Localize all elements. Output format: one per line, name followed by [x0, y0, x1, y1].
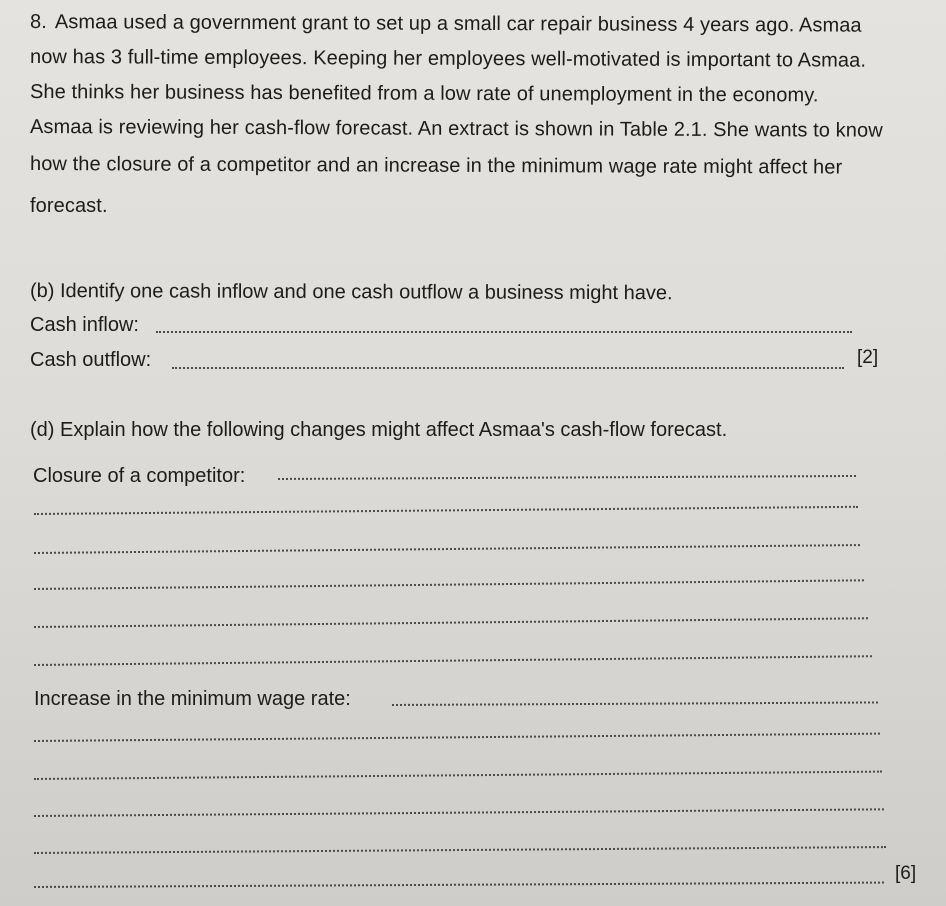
intro-text-4: Asmaa is reviewing her cash-flow forecast. An extract is shown in Table 2.1. She wants to know — [29, 116, 883, 142]
wage-answer-line-6[interactable] — [34, 882, 884, 888]
wage-answer-line-2[interactable] — [34, 733, 880, 742]
intro-line-5 — [30, 152, 925, 180]
competitor-answer-line-6[interactable] — [34, 655, 872, 666]
intro-text-3: She thinks her business has benefited from a low rate of unemployment in the economy. — [29, 81, 819, 107]
wage-answer-line-3[interactable] — [34, 771, 882, 780]
competitor-answer-line-1[interactable] — [278, 475, 856, 480]
cash-inflow-label: Cash inflow: — [30, 314, 139, 336]
wage-answer-line-1[interactable] — [392, 701, 878, 706]
cash-outflow-label: Cash outflow: — [30, 349, 152, 371]
intro-text-5: how the closure of a competitor and an increase in the minimum wage rate might affect her — [29, 153, 843, 179]
competitor-answer-line-5[interactable] — [34, 617, 868, 628]
intro-text-6: forecast. — [30, 195, 108, 217]
part-d-marks: [6] — [895, 863, 917, 884]
part-d-prompt: (d) Explain how the following changes might affect Asmaa's cash-flow forecast. — [30, 419, 728, 441]
wage-answer-line-5[interactable] — [34, 846, 886, 854]
competitor-answer-line-3[interactable] — [34, 544, 860, 554]
competitor-closure-label: Closure of a competitor: — [33, 465, 246, 487]
intro-line-2 — [30, 45, 910, 73]
intro-text-1: Asmaa used a government grant to set up a small car repair business 4 years ago. Asmaa — [54, 11, 862, 37]
part-b-marks: [2] — [857, 347, 879, 368]
wage-answer-line-4[interactable] — [34, 808, 884, 817]
competitor-answer-line-4[interactable] — [34, 579, 864, 590]
competitor-answer-line-2[interactable] — [34, 506, 858, 515]
intro-text-2: now has 3 full-time employees. Keeping her employees well-motivated is important to Asmaa. — [29, 46, 867, 72]
intro-line-4 — [30, 115, 920, 143]
cash-outflow-answer-line[interactable] — [172, 367, 844, 369]
part-b-prompt: (b) Identify one cash inflow and one cash outflow a business might have. — [29, 280, 673, 305]
question-number: 8. — [29, 11, 47, 34]
intro-line-6 — [30, 194, 108, 218]
intro-line-1 — [30, 10, 910, 38]
minimum-wage-label: Increase in the minimum wage rate: — [34, 688, 351, 710]
cash-inflow-answer-line[interactable] — [156, 331, 852, 333]
intro-line-3 — [30, 80, 910, 108]
